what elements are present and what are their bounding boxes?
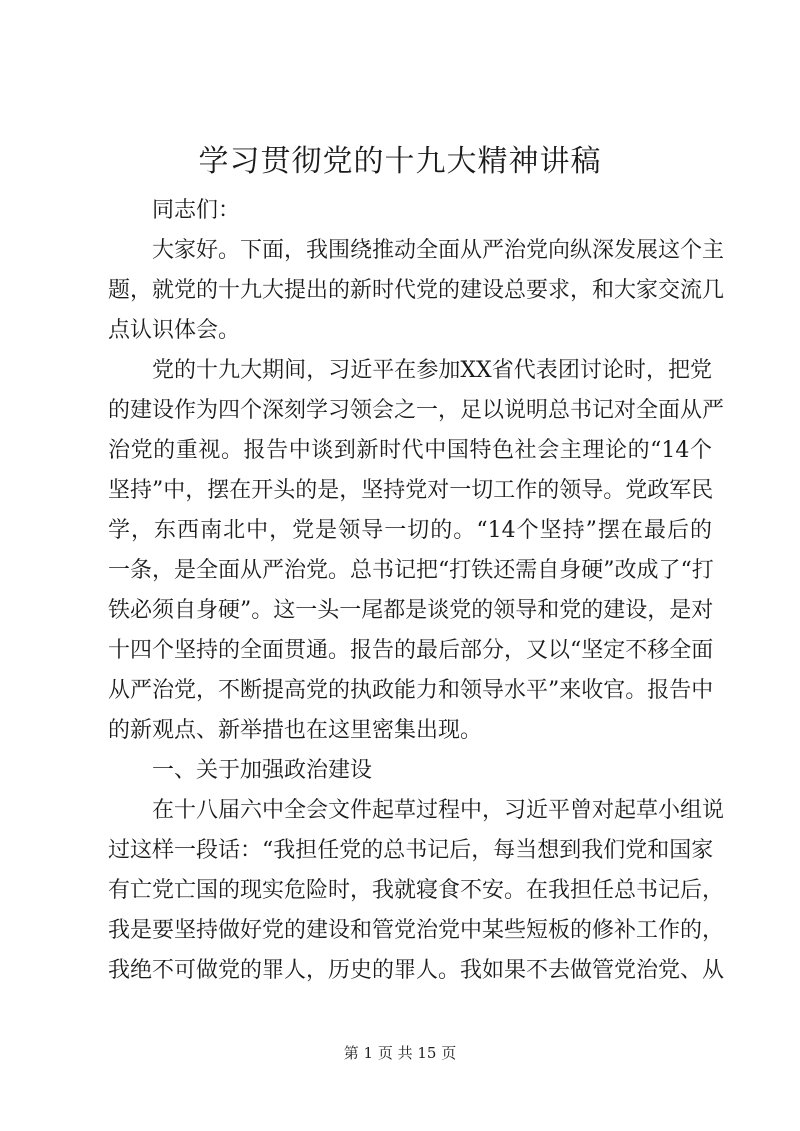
paragraph-3-line-5: 我绝不可做党的罪人，历史的罪人。我如果不去做管党治党、从 [108,958,725,983]
paragraph-2-line-4: 坚持”中，摆在开头的是，坚持党对一切工作的领导。党政军民 [108,478,714,503]
paragraph-1-line-3: 点认识体会。 [108,318,241,343]
paragraph-3-line-4: 我是要坚持做好党的建设和管党治党中某些短板的修补工作的， [108,918,725,943]
greeting: 同志们： [152,198,241,223]
paragraph-1-line-1: 大家好。下面，我围绕推动全面从严治党向纵深发展这个主 [152,238,725,263]
paragraph-3-line-1: 在十八届六中全会文件起草过程中，习近平曾对起草小组说 [152,798,725,823]
paragraph-2-line-5: 学，东西南北中，党是领导一切的。“14个坚持”摆在最后的 [108,518,712,543]
section-heading: 一、关于加强政治建设 [152,758,373,783]
paragraph-2-line-2: 的建设作为四个深刻学习领会之一，足以说明总书记对全面从严 [108,398,725,423]
paragraph-1-line-2: 题，就党的十九大提出的新时代党的建设总要求，和大家交流几 [108,278,725,303]
page-number-footer: 第 1 页 共 15 页 [343,1044,457,1062]
document-title: 学习贯彻党的十九大精神讲稿 [198,144,602,179]
paragraph-3-line-3: 有亡党亡国的现实危险时，我就寝食不安。在我担任总书记后， [108,878,725,903]
paragraph-2-line-1: 党的十九大期间，习近平在参加XX省代表团讨论时，把党 [152,358,712,383]
paragraph-2-line-10: 的新观点、新举措也在这里密集出现。 [108,718,483,743]
paragraph-2-line-8: 十四个坚持的全面贯通。报告的最后部分，又以“坚定不移全面 [108,638,714,663]
paragraph-2-line-7: 铁必须自身硬”。这一头一尾都是谈党的领导和党的建设，是对 [108,598,714,623]
paragraph-3-line-2: 过这样一段话：“我担任党的总书记后，每当想到我们党和国家 [108,838,714,863]
paragraph-2-line-3: 治党的重视。报告中谈到新时代中国特色社会主理论的“14个 [108,438,712,463]
paragraph-2-line-6: 一条，是全面从严治党。总书记把“打铁还需自身硬”改成了“打 [108,558,714,583]
paragraph-2-line-9: 从严治党，不断提高党的执政能力和领导水平”来收官。报告中 [108,678,714,703]
